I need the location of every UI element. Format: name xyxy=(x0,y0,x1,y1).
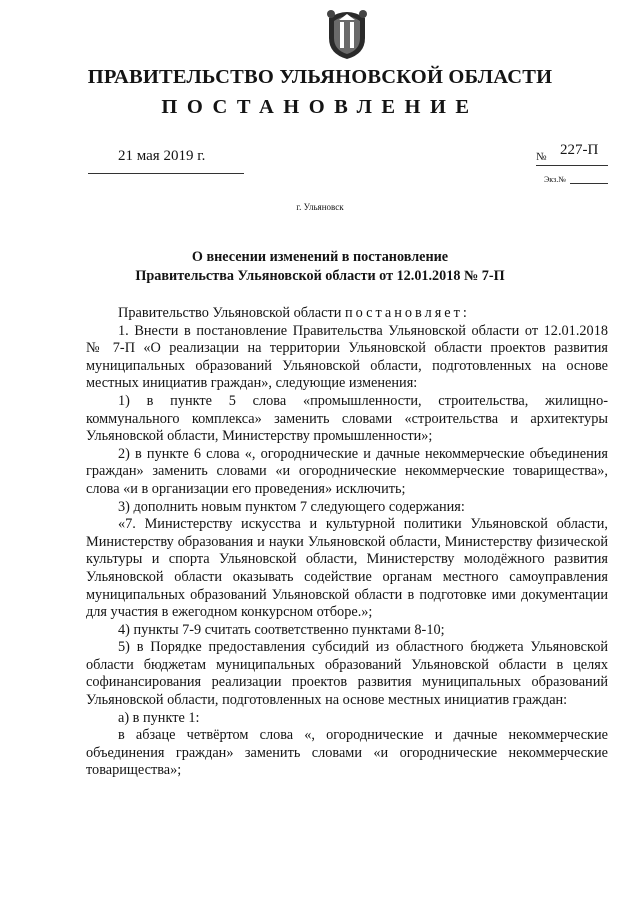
document-type-title: ПОСТАНОВЛЕНИЕ xyxy=(161,96,479,118)
document-heading xyxy=(0,248,640,286)
paragraph-9: в абзаце четвёртом слова «, огороднические и дачные некоммерческие объединения граждан» заменить словами «и огороднические некоммерческие товарищества»; xyxy=(86,727,608,779)
paragraph-4: 3) дополнить новым пунктом 7 следующего содержания: xyxy=(118,498,465,515)
date-underline xyxy=(88,173,244,174)
paragraph-7: 5) в Порядке предоставления субсидий из областного бюджета Ульяновской области бюджетам муниципальных образований Ульяновской области в целях софинансирования реализации проектов развития муниципальных образований Ульяновской области, подготовленных на основе местных инициатив граждан: xyxy=(86,639,608,709)
number-label: № xyxy=(536,151,547,163)
paragraph-5: «7. Министерству искусства и культурной политики Ульяновской области, Министерству образования и науки Ульяновской области, Министерству физической культуры и спорта Ульяновской области, Министерству молодёжного развития Ульяновской области оказывать содействие органам местного самоуправления муниципальных образований Ульяновской области в подготовке ими документации для участия в ежегодном конкурсном отборе.»; xyxy=(86,516,608,621)
number-underline xyxy=(536,165,608,166)
organization-title: ПРАВИТЕЛЬСТВО УЛЬЯНОВСКОЙ ОБЛАСТИ xyxy=(87,66,553,88)
city-line: г. Ульяновск xyxy=(296,202,344,212)
paragraph-1: 1. Внести в постановление Правительства Ульяновской области от 12.01.2018 № 7-П «О реализации на территории Ульяновской области проектов развития муниципальных образований Ульяновской области, подготовленных на основе местных инициатив граждан», следующие изменения: xyxy=(86,322,608,392)
decree-word: постановляет: xyxy=(344,305,470,321)
intro-paragraph xyxy=(86,305,608,323)
coat-of-arms-emblem xyxy=(325,8,369,60)
paragraph-8: а) в пункте 1: xyxy=(118,709,200,726)
copy-number-label: Экз.№ xyxy=(544,175,566,184)
document-body xyxy=(86,305,608,780)
paragraph-3: 2) в пункте 6 слова «, огороднические и дачные некоммерческие объединения граждан» заменить словами «и огороднические некоммерческие товарищества», слова «и в организации его проведения» исключить; xyxy=(86,445,608,497)
document-date: 21 мая 2019 г. xyxy=(118,148,206,164)
intro-subject: Правительство Ульяновской области xyxy=(118,305,342,321)
heading-line-2: Правительства Ульяновской области от 12.01.2018 № 7-П xyxy=(135,268,505,284)
copy-number-underline xyxy=(570,183,608,184)
heading-line-1: О внесении изменений в постановление xyxy=(191,249,449,265)
paragraph-6: 4) пункты 7-9 считать соответственно пунктами 8-10; xyxy=(118,621,445,638)
document-number: 227-П xyxy=(560,142,599,158)
paragraph-2: 1) в пункте 5 слова «промышленности, строительства, жилищно-коммунального комплекса» заменить словами «строительства и архитектуры Ульяновской области, Министерству промышленности»; xyxy=(86,392,608,445)
